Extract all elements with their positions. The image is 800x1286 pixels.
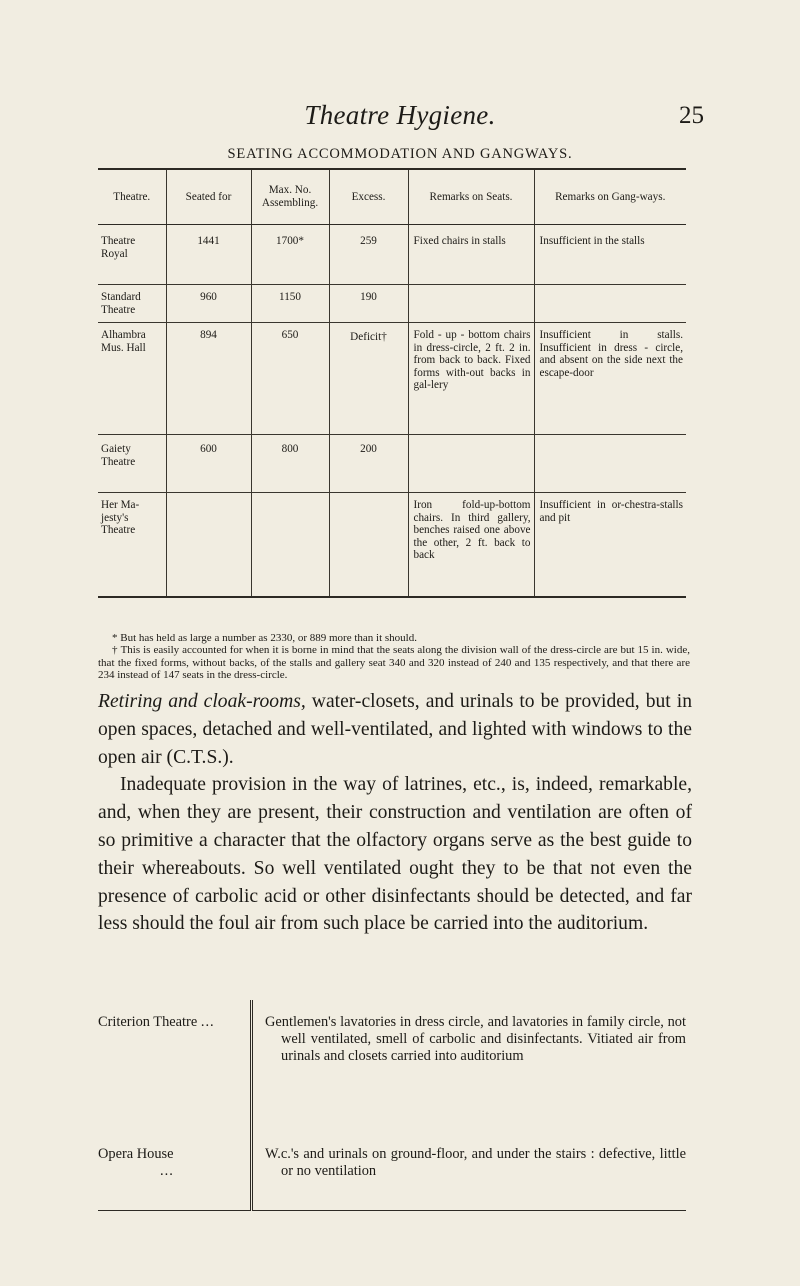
theatre-name-text: Opera House (98, 1146, 174, 1162)
footnotes (98, 632, 690, 682)
column-header-remarks-gangways: Remarks on Gang-ways. (534, 169, 686, 225)
excess: 200 (329, 435, 408, 493)
remarks-gangways (534, 435, 686, 493)
remarks-seats (408, 285, 534, 323)
excess: 259 (329, 225, 408, 285)
column-header-remarks-seats: Remarks on Seats. (408, 169, 534, 225)
paragraph-lead-in: Retiring and cloak-rooms, (98, 691, 306, 712)
remarks-seats: Fold - up - bottom chairs in dress-circle, 2 ft. 2 in. from back to back. Fixed forms with-out backs in gal-lery (408, 323, 534, 435)
column-header-excess: Excess. (329, 169, 408, 225)
theatre-name (98, 1132, 252, 1211)
seated-for (166, 493, 251, 597)
theatre-name-text: Criterion Theatre (98, 1014, 198, 1030)
dot-leader: ... (160, 1163, 174, 1179)
excess: Deficit† (329, 323, 408, 435)
table-row (98, 285, 686, 323)
lavatory-remarks-text: W.c.'s and urinals on ground-floor, and under the stairs : defective, little or no ventilation (265, 1146, 686, 1179)
theatre-name (98, 1000, 252, 1132)
theatre-name: Her Ma-jesty's Theatre (98, 493, 166, 597)
column-header-max-assembling: Max. No. Assembling. (251, 169, 329, 225)
remarks-seats (408, 435, 534, 493)
remarks-gangways: Insufficient in stalls. Insufficient in dress - circle, and absent on the side next the escape-door (534, 323, 686, 435)
page-number: 25 (679, 102, 704, 129)
footnote-dagger: † This is easily accounted for when it is borne in mind that the seats along the division wall of the dress-circle are but 15 in. wide, that the fixed forms, without backs, of the stalls and gallery seat 340 and 320 instead of 240 and 135 respectively, and that there are 234 instead of 147 seats in the dress-circle. (98, 644, 690, 682)
remarks-gangways: Insufficient in or-chestra-stalls and pit (534, 493, 686, 597)
table-row (98, 493, 686, 597)
theatre-name: Theatre Royal (98, 225, 166, 285)
lavatory-remarks (252, 1132, 687, 1211)
remarks-gangways: Insufficient in the stalls (534, 225, 686, 285)
table-row (98, 435, 686, 493)
seating-table-header (98, 169, 686, 225)
table-row (98, 225, 686, 285)
lavatory-table (98, 1000, 686, 1211)
seated-for: 600 (166, 435, 251, 493)
lavatory-remarks-text: Gentlemen's lavatories in dress circle, and lavatories in family circle, not well ventilated, smell of carbolic and disinfectants. Vitiated air from urinals and closets carried into auditorium (265, 1014, 686, 1064)
seated-for: 894 (166, 323, 251, 435)
footnote-asterisk: * But has held as large a number as 2330, or 889 more than it should. (112, 632, 417, 644)
remarks-seats: Fixed chairs in stalls (408, 225, 534, 285)
max-assembling: 1700* (251, 225, 329, 285)
column-header-seated-for: Seated for (166, 169, 251, 225)
seated-for: 1441 (166, 225, 251, 285)
theatre-name: Alhambra Mus. Hall (98, 323, 166, 435)
column-header-theatre: Theatre. (98, 169, 166, 225)
excess (329, 493, 408, 597)
excess: 190 (329, 285, 408, 323)
body-text (98, 688, 692, 938)
theatre-name: Standard Theatre (98, 285, 166, 323)
running-header (0, 100, 800, 140)
dot-leader: ... (200, 1014, 215, 1030)
running-title: Theatre Hygiene. (304, 100, 496, 130)
max-assembling: 1150 (251, 285, 329, 323)
seated-for: 960 (166, 285, 251, 323)
table-row (98, 1000, 686, 1132)
lavatory-remarks (252, 1000, 687, 1132)
max-assembling: 800 (251, 435, 329, 493)
remarks-gangways (534, 285, 686, 323)
remarks-seats: Iron fold-up-bottom chairs. In third gallery, benches raised one above the other, 2 ft. back to back (408, 493, 534, 597)
paragraph-text: water-closets, and urinals to be provided, but in open spaces, detached and well-ventilated, and lighted with windows to the open air (C.T.S.). (98, 691, 692, 768)
table-row (98, 1132, 686, 1211)
seating-table (98, 168, 686, 598)
theatre-name: Gaiety Theatre (98, 435, 166, 493)
max-assembling (251, 493, 329, 597)
max-assembling: 650 (251, 323, 329, 435)
table-row (98, 323, 686, 435)
paragraph: Inadequate provision in the way of latrines, etc., is, indeed, remarkable, and, when they are present, their construction and ventilation are often of so primitive a character that the olfactory organs serve as the best guide to their whereabouts. So well ventilated ought they to be that not even the presence of carbolic acid or other disinfectants should be detected, and far less should the foul air from such place be carried into the auditorium. (98, 774, 692, 935)
table-caption: SEATING ACCOMMODATION AND GANGWAYS. (227, 146, 573, 162)
paragraph (98, 688, 692, 771)
